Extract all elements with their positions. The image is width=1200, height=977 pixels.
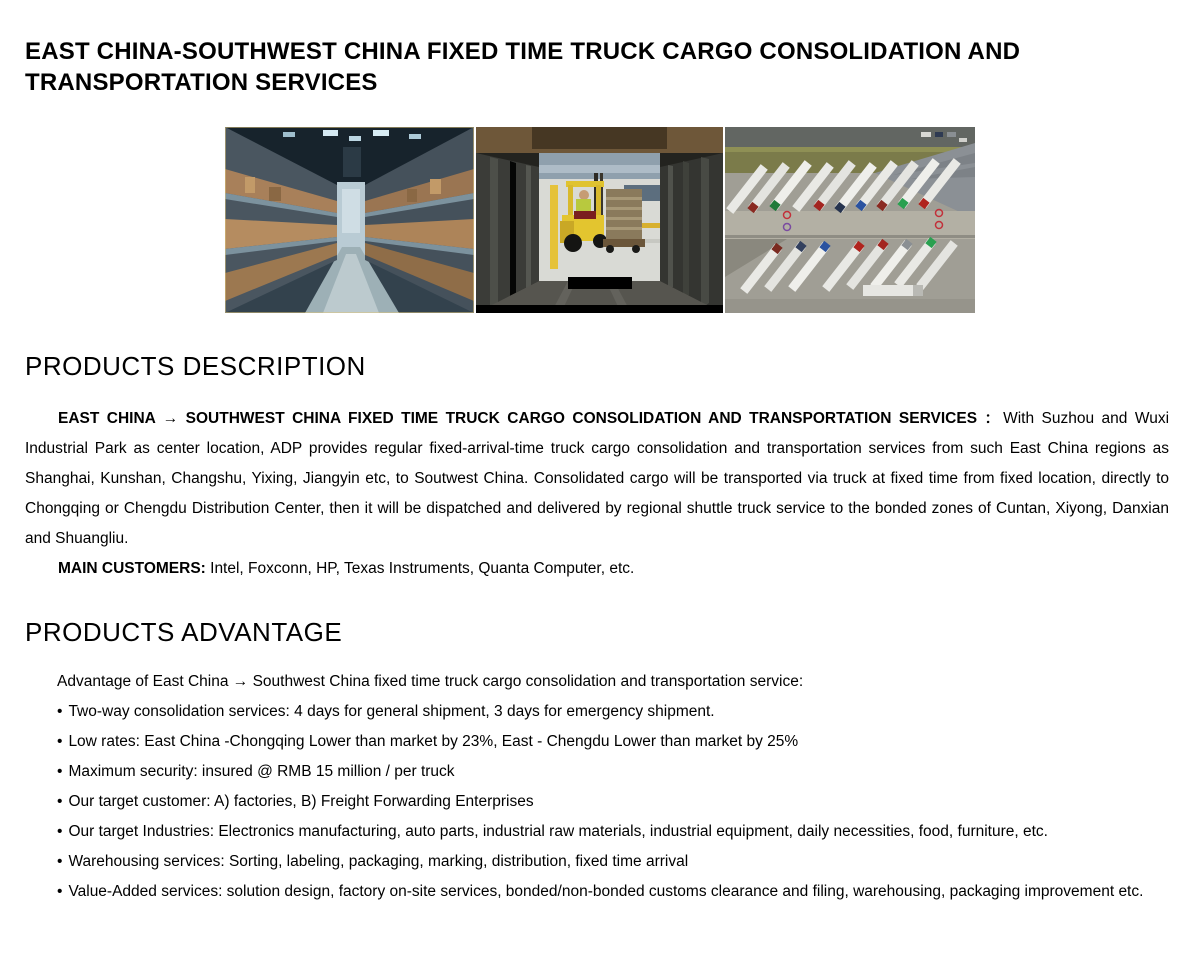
products-description-body	[25, 404, 1169, 554]
advantage-item	[57, 727, 1176, 757]
bullet-icon: •	[57, 733, 63, 750]
advantage-item-text: Two-way consolidation services: 4 days for general shipment, 3 days for emergency shipment.	[68, 703, 715, 720]
warehouse-racking-aisle-photo	[225, 127, 474, 313]
advantage-item-text: Low rates: East China -Chongqing Lower than market by 23%, East - Chengdu Lower than market by 25%	[68, 733, 799, 750]
advantage-item	[57, 847, 1176, 877]
bullet-icon: •	[57, 793, 63, 810]
advantage-item	[57, 697, 1176, 727]
bullet-icon: •	[57, 763, 63, 780]
main-customers-line	[25, 554, 1169, 584]
product-photo-gallery	[0, 127, 1200, 313]
advantage-item-text: Warehousing services: Sorting, labeling, packaging, marking, distribution, fixed time arrival	[68, 853, 689, 870]
advantage-list	[57, 697, 1176, 907]
page-title: EAST CHINA-SOUTHWEST CHINA FIXED TIME TRUCK CARGO CONSOLIDATION AND TRANSPORTATION SERVICES	[25, 38, 1021, 96]
advantage-item	[57, 757, 1176, 787]
advantage-item-text: Maximum security: insured @ RMB 15 million / per truck	[68, 763, 455, 780]
truck-yard-aerial-photo	[725, 127, 975, 313]
advantage-item-text: Our target customer: A) factories, B) Freight Forwarding Enterprises	[68, 793, 534, 810]
description-paragraph	[25, 404, 1169, 554]
products-advantage-body	[57, 667, 1176, 907]
description-lead-bold: EAST CHINA → SOUTHWEST CHINA FIXED TIME TRUCK CARGO CONSOLIDATION AND TRANSPORTATION SERVICES ：	[58, 410, 1004, 427]
advantage-item-text: Our target Industries: Electronics manufacturing, auto parts, industrial raw materials, industrial equipment, daily necessities, food, furniture, etc.	[68, 823, 1048, 840]
bullet-icon: •	[57, 883, 63, 900]
bullet-icon: •	[57, 703, 63, 720]
advantage-item	[57, 877, 1176, 907]
advantage-item	[57, 787, 1176, 817]
advantage-item	[57, 817, 1176, 847]
products-description-heading: PRODUCTS DESCRIPTION	[25, 351, 366, 381]
bullet-icon: •	[57, 823, 63, 840]
products-advantage-heading: PRODUCTS ADVANTAGE	[25, 617, 343, 647]
container-forklift-loading-photo	[476, 127, 723, 313]
main-customers-label: MAIN CUSTOMERS:	[58, 560, 206, 577]
description-lead-rest: With Suzhou and Wuxi Industrial Park as center location, ADP provides regular fixed-arrival-time truck cargo consolidation and transportation services from such East China regions as Shanghai, Kunshan, Changshu, Yixing, Jiangyin etc, to Soutwest China. Consolidated cargo will be transported via truck at fixed time from fixed location, directly to Chongqing or Chengdu Distribution Center, then it will be dispatched and delivered by regional shuttle truck service to the bonded zones of Cuntan, Xiyong, Danxian and Shuangliu.	[25, 410, 1170, 547]
advantage-intro: Advantage of East China → Southwest China fixed time truck cargo consolidation and transportation service:	[57, 673, 804, 690]
main-customers-value: Intel, Foxconn, HP, Texas Instruments, Quanta Computer, etc.	[205, 560, 635, 577]
bullet-icon: •	[57, 853, 63, 870]
advantage-item-text: Value-Added services: solution design, factory on-site services, bonded/non-bonded customs clearance and filing, warehousing, packaging improvement etc.	[68, 883, 1144, 900]
